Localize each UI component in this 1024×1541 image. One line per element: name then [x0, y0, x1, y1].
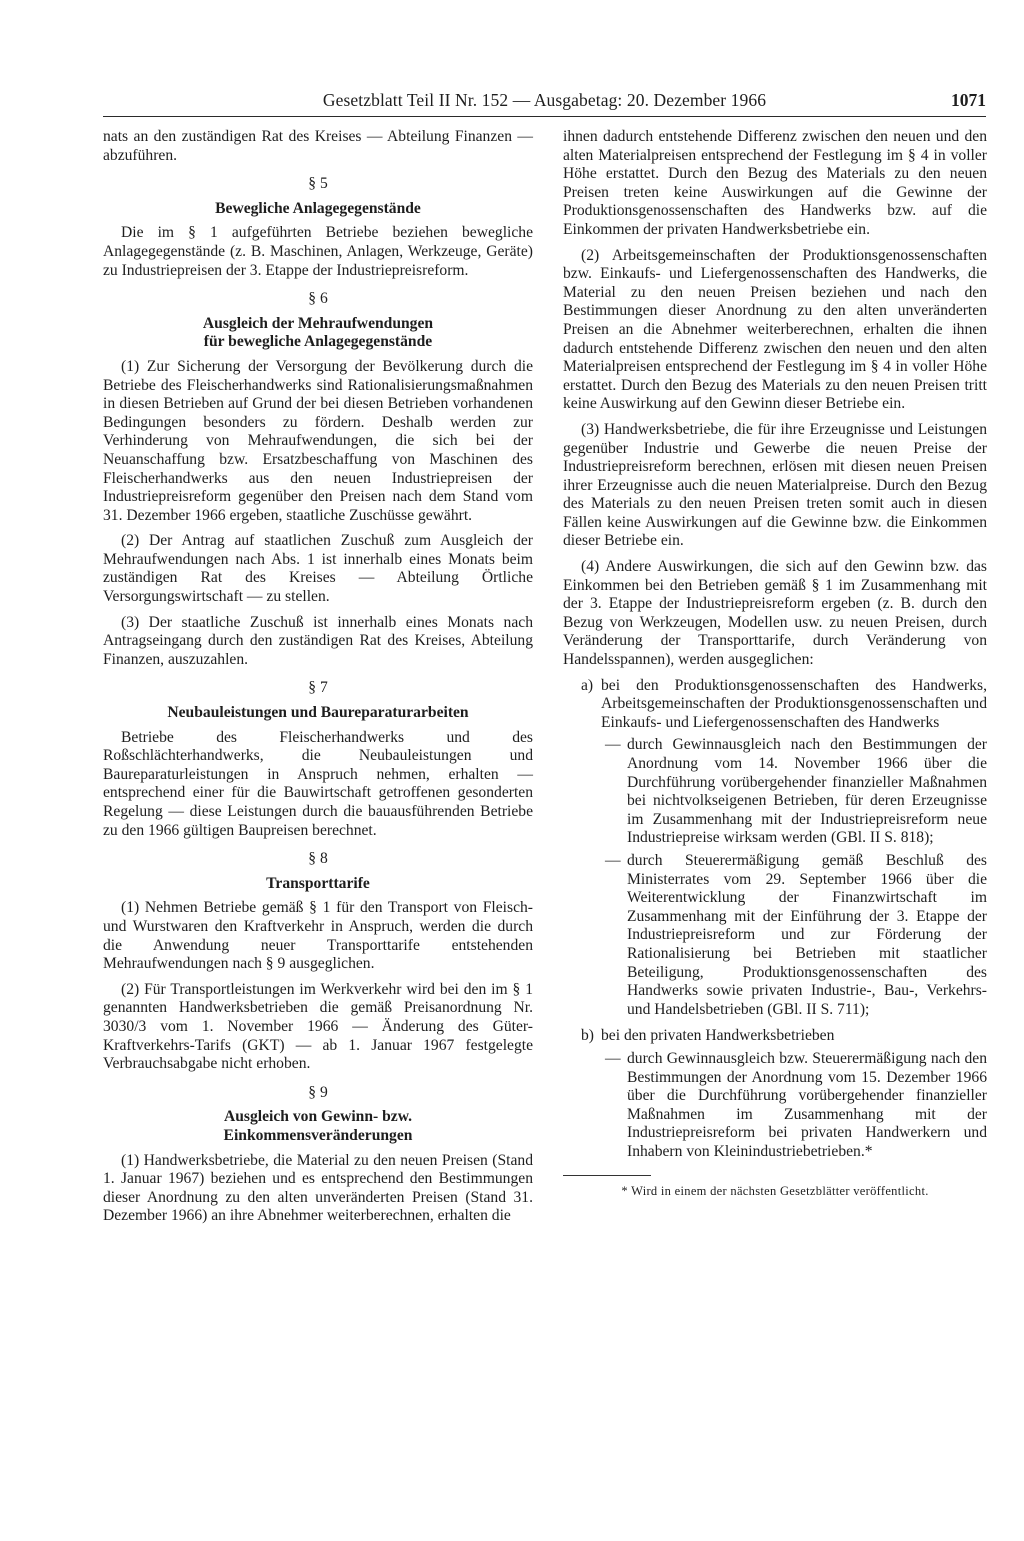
list-item-a-dash-2: [563, 852, 987, 1019]
section-9-paragraph-2: (2) Arbeitsgemeinschaften der Produktionsgenossenschaften bzw. Einkaufs- und Liefergenossenschaften des Handwerks, die Material zu den neuen Preisen beziehen und nach den Bestimmungen dieser Anordnung zu den alten unveränderten Preisen an die Abnehmer weiterberechnen, erhalten die ihnen dadurch entstehende Differenz zwischen den neuen und den alten Materialpreisen entsprechend der Festlegung im § 4 in voller Höhe erstattet. Durch den Bezug des Materials zu den neuen Preisen tritt keine Auswirkung auf den Gewinn dieser Betriebe ein.: [563, 246, 987, 413]
page-number: 1071: [951, 90, 986, 110]
section-7-title: Neubauleistungen und Baureparaturarbeiten: [167, 704, 469, 722]
list-a: [563, 677, 987, 1020]
dash-marker: —: [605, 851, 621, 869]
section-8-number: § 8: [308, 850, 328, 868]
section-9-title-line-1: Ausgleich von Gewinn- bzw.: [223, 1108, 412, 1126]
gazette-title: Gesetzblatt Teil II Nr. 152 — Ausgabetag: 20. Dezember 1966: [322, 90, 767, 110]
list-marker-b: b): [581, 1027, 594, 1045]
section-7-paragraph: Betriebe des Fleischerhandwerks und des Roßschlächterhandwerks, die Neubauleistungen und Baureparaturleistungen in Anspruch nehmen, erhalten — entsprechend einer für die Bauwirtschaft getroffenen gesonderten Regelung — diese Leistungen durch die bauausführenden Betriebe zu den 1966 gültigen Baupreisen berechnet.: [103, 728, 533, 839]
dash-marker: —: [605, 736, 621, 754]
list-text-a-dash-1: durch Gewinnausgleich nach den Bestimmungen der Anordnung vom 14. November 1966 über die Durchführung vorübergehender finanzieller Maßnahmen bei nichtvolkseigenen Betrieben, für deren Erzeugnisse im Zusammenhang mit der Industriepreisreform neue Industriepreise wirksam werden (GBl. II S. 818);: [627, 736, 987, 847]
list-text-a: bei den Produktionsgenossenschaften des Handwerks, Arbeitsgemeinschaften der Produktionsgenossenschaften und Einkaufs- und Liefergenossenschaften des Handwerks: [601, 676, 987, 731]
page-header: [103, 90, 986, 117]
list-text-b: bei den privaten Handwerksbetrieben: [601, 1027, 835, 1045]
section-5-paragraph: Die im § 1 aufgeführten Betriebe beziehen bewegliche Anlagegegenstände (z. B. Maschinen, Anlagen, Werkzeuge, Geräte) zu Industriepreisen der 3. Etappe der Industriepreisreform.: [103, 224, 533, 279]
list-b: [563, 1027, 987, 1161]
footnote: * Wird in einem der nächsten Gesetzblätter veröffentlicht.: [621, 1184, 929, 1199]
section-9-title: [103, 1108, 533, 1145]
section-6-paragraph-3: (3) Der staatliche Zuschuß ist innerhalb eines Monats nach Antragseingang durch den zuständigen Rat des Kreises, Abteilung Finanzen, auszuzahlen.: [103, 613, 533, 668]
section-6-title-line-1: Ausgleich der Mehraufwendungen: [202, 314, 434, 332]
section-8-paragraph-1: (1) Nehmen Betriebe gemäß § 1 für den Transport von Fleisch- und Wurstwaren den Kraftverkehr in Anspruch, werden die durch die Anwendung neuer Transporttarife entstehenden Mehraufwendungen nach § 9 ausgeglichen.: [103, 899, 533, 973]
dash-marker: —: [605, 1049, 621, 1067]
section-6-title-line-2: für bewegliche Anlagegegenstände: [203, 333, 433, 351]
section-6-number: § 6: [308, 290, 328, 308]
list-text-a-dash-2: durch Steuerermäßigung gemäß Beschluß des Ministerrates vom 29. September 1966 über die Weiterentwicklung der Finanzwirtschaft im Zusammenhang mit der Einführung der 3. Etappe der Industriepreisreform und zur Förderung der Rationalisierung bei Betrieben mit staatlicher Beteiligung, Produktionsgenossenschaften des Handwerks sowie privaten Industrie-, Bau-, Verkehrs- und Handelsbetrieben (GBl. II S. 711);: [627, 851, 987, 1018]
list-item-b: [563, 1027, 987, 1046]
section-6-title: [103, 315, 533, 352]
right-column: [563, 128, 987, 1201]
section-9-number: § 9: [308, 1083, 328, 1101]
list-item-a-dash-1: [563, 736, 987, 848]
left-column: [103, 128, 533, 1233]
section-9-title-line-2: Einkommensveränderungen: [223, 1126, 413, 1144]
continued-paragraph-right: ihnen dadurch entstehende Differenz zwischen den neuen und den alten Materialpreisen entsprechend der Festlegung im § 4 in voller Höhe erstattet. Durch den Bezug des Materials zu den neuen Preisen treten keine Auswirkungen auf die Gewinne der Produktionsgenossenschaften des Handwerks bzw. auf die Einkommen der privaten Handwerksbetriebe ein.: [563, 128, 987, 238]
section-7-number: § 7: [308, 679, 328, 697]
section-9-paragraph-4: (4) Andere Auswirkungen, die sich auf den Gewinn bzw. das Einkommen bei den Betrieben gemäß § 1 im Zusammenhang mit der 3. Etappe der Industriepreisreform ergeben (z. B. durch den Bezug von Werkzeugen, Modellen usw. zu neuen Preisen, durch Veränderung der Transporttarife, durch Veränderung von Handelsspannen), werden ausgeglichen:: [563, 558, 987, 669]
section-5-title: Bewegliche Anlagegegenstände: [215, 199, 421, 217]
list-item-b-dash-1: [563, 1050, 987, 1162]
section-9-paragraph-3: (3) Handwerksbetriebe, die für ihre Erzeugnisse und Leistungen gegenüber Industrie und Gewerbe die neuen Preise der Industriepreisreform berechnen, erlösen mit diesen neuen Preisen ihrer Erzeugnisse auch die neuen Materialpreise. Durch den Bezug des Materials zu den neuen Preisen treten somit auch in diesen Fällen keine Auswirkungen auf die Gewinne bzw. die Einkommen dieser Betriebe ein.: [563, 420, 987, 550]
section-8-title: Transporttarife: [266, 874, 370, 892]
continued-paragraph: nats an den zuständigen Rat des Kreises — Abteilung Finanzen — abzuführen.: [103, 128, 533, 164]
list-item-a: [563, 677, 987, 733]
section-5-number: § 5: [308, 175, 328, 193]
section-6-paragraph-1: (1) Zur Sicherung der Versorgung der Bevölkerung durch die Betriebe des Fleischerhandwerks sind Rationalisierungsmaßnahmen in diesen Betrieben auf Grund der bei diesen Betrieben vorhandenen Bedingungen besonders zu fördern. Deshalb werden zur Verhinderung von Mehraufwendungen, die sich bei der Neuanschaffung bzw. Ersatzbeschaffung von Maschinen des Fleischerhandwerks aus den neuen Industriepreisen der Industriepreisreform gegenüber den Preisen nach dem Stand vom 31. Dezember 1966 ergeben, staatliche Zuschüsse gewährt.: [103, 357, 533, 524]
footnote-rule: [563, 1175, 651, 1176]
section-6-paragraph-2: (2) Der Antrag auf staatlichen Zuschuß zum Ausgleich der Mehraufwendungen nach Abs. 1 ist innerhalb eines Monats beim zuständigen Rat des Kreises — Abteilung Örtliche Versorgungswirtschaft — zu stellen.: [103, 532, 533, 606]
list-marker-a: a): [581, 676, 594, 694]
list-text-b-dash-1: durch Gewinnausgleich bzw. Steuerermäßigung nach den Bestimmungen der Anordnung vom 15. Dezember 1966 über die Durchführung vorübergehender finanzieller Maßnahmen im Zusammenhang mit der Industriepreisreform bei privaten Handwerkern und Inhabern von Kleinindustriebetrieben.*: [627, 1049, 987, 1160]
section-9-paragraph-1: (1) Handwerksbetriebe, die Material zu den neuen Preisen (Stand 1. Januar 1967) beziehen und es entsprechend den Bestimmungen dieser Anordnung zu den alten unveränderten Preisen (Stand 31. Dezember 1966) an ihre Abnehmer weiterberechnen, erhalten die: [103, 1151, 533, 1225]
section-8-paragraph-2: (2) Für Transportleistungen im Werkverkehr wird bei den im § 1 genannten Handwerksbetrieben die gemäß Preisanordnung Nr. 3030/3 vom 1. November 1966 — Änderung des Güter-Kraftverkehrs-Tarifs (GKT) — ab 1. Januar 1967 festgelegte Verbrauchsabgabe nicht erhoben.: [103, 980, 533, 1073]
